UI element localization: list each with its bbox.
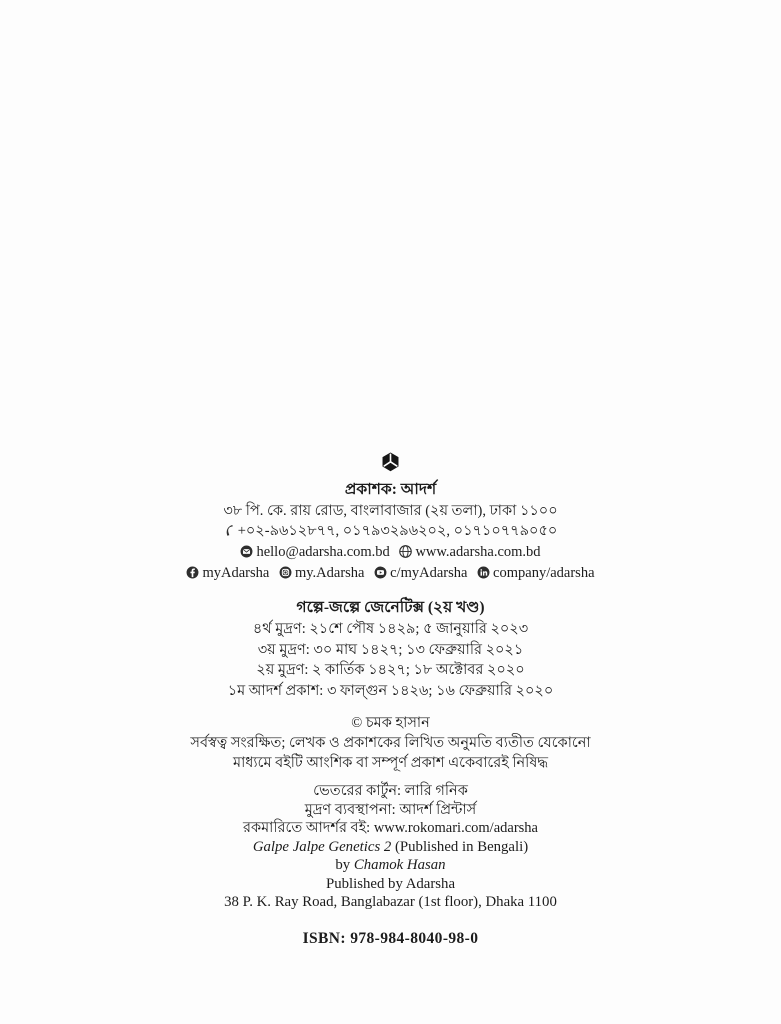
publisher-phone-line bbox=[0, 521, 781, 543]
rokomari-url: www.rokomari.com/adarsha bbox=[373, 820, 538, 836]
youtube-icon bbox=[374, 566, 387, 585]
publisher-name-line: প্রকাশক: আদর্শ bbox=[344, 481, 437, 498]
instagram-icon bbox=[279, 566, 292, 585]
linkedin-icon bbox=[477, 566, 490, 585]
english-address-line: 38 P. K. Ray Road, Banglabazar (1st floor), Dhaka 1100 bbox=[224, 894, 557, 910]
edition-line-1st: ১ম আদর্শ প্রকাশ: ৩ ফাল্গুন ১৪২৬; ১৬ ফেব্রুয়ারি ২০২০ bbox=[227, 682, 554, 699]
social-handle-youtube: c/myAdarsha bbox=[390, 565, 468, 581]
publisher-email: hello@adarsha.com.bd bbox=[256, 544, 390, 560]
globe-icon bbox=[399, 545, 412, 564]
edition-line-2nd: ২য় মুদ্রণ: ২ কার্তিক ১৪২৭; ১৮ অক্টোবর ২০২০ bbox=[256, 662, 525, 678]
english-title-rest: (Published in Bengali) bbox=[391, 838, 529, 855]
author-name-italic: Chamok Hasan bbox=[353, 857, 446, 873]
rokomari-line bbox=[0, 819, 781, 838]
phone-icon bbox=[224, 523, 235, 543]
colophon-block bbox=[0, 456, 781, 949]
book-title: গল্পে-জল্পে জেনেটিক্স (২য় খণ্ড) bbox=[296, 599, 485, 616]
english-title-line bbox=[0, 838, 781, 857]
printing-credit: মুদ্রণ ব্যবস্থাপনা: আদর্শ প্রিন্টার্স bbox=[304, 801, 477, 818]
email-icon bbox=[240, 545, 253, 564]
published-by-line: Published by Adarsha bbox=[325, 875, 456, 892]
publisher-website: www.adarsha.com.bd bbox=[415, 544, 541, 560]
english-publication-block bbox=[0, 838, 781, 912]
publisher-address: ৩৮ পি. কে. রায় রোড, বাংলাবাজার (২য় তলা), ঢাকা ১১০০ bbox=[223, 503, 558, 519]
publisher-phones: +০২-৯৬১২৮৭৭, ০১৭৯৩২৯৬২০২, ০১৭১০৭৭৯০৫০ bbox=[237, 523, 558, 539]
rights-line-2: মাধ্যমে বইটি আংশিক বা সম্পূর্ণ প্রকাশ একেবারেই নিষিদ্ধ bbox=[233, 755, 548, 771]
by-prefix: by bbox=[335, 857, 354, 873]
rokomari-label: রকমারিতে আদর্শর বই: bbox=[243, 820, 374, 836]
credits-block bbox=[0, 782, 781, 838]
copyright-owner: © চমক হাসান bbox=[351, 715, 430, 731]
publisher-logo-row bbox=[0, 456, 781, 478]
edition-line-4th: ৪র্থ মুদ্রণ: ২১শে পৌষ ১৪২৯; ৫ জানুয়ারি ২০২৩ bbox=[252, 621, 529, 637]
facebook-icon bbox=[186, 566, 199, 585]
rights-statement bbox=[0, 733, 781, 773]
social-handle-linkedin: company/adarsha bbox=[493, 565, 595, 581]
english-author-line bbox=[0, 856, 781, 875]
edition-line-3rd: ৩য় মুদ্রণ: ৩০ মাঘ ১৪২৭; ১৩ ফেব্রুয়ারি ২০২১ bbox=[257, 641, 524, 658]
english-title-italic: Galpe Jalpe Genetics 2 bbox=[252, 838, 392, 855]
adarsha-logo-icon bbox=[381, 452, 400, 478]
rights-line-1: সর্বস্বত্ব সংরক্ষিত; লেখক ও প্রকাশকের লিখিত অনুমতি ব্যতীত যেকোনো bbox=[190, 735, 591, 751]
publisher-web-line bbox=[0, 543, 781, 564]
edition-history bbox=[0, 619, 781, 701]
social-handle-instagram: my.Adarsha bbox=[294, 565, 365, 581]
cartoon-credit: ভেতরের কার্টুন: লারি গনিক bbox=[313, 783, 468, 799]
copyright-block bbox=[0, 714, 781, 773]
social-row bbox=[0, 564, 781, 585]
social-handle-facebook: myAdarsha bbox=[202, 565, 270, 581]
isbn-line: ISBN: 978-984-8040-98-0 bbox=[302, 929, 479, 947]
